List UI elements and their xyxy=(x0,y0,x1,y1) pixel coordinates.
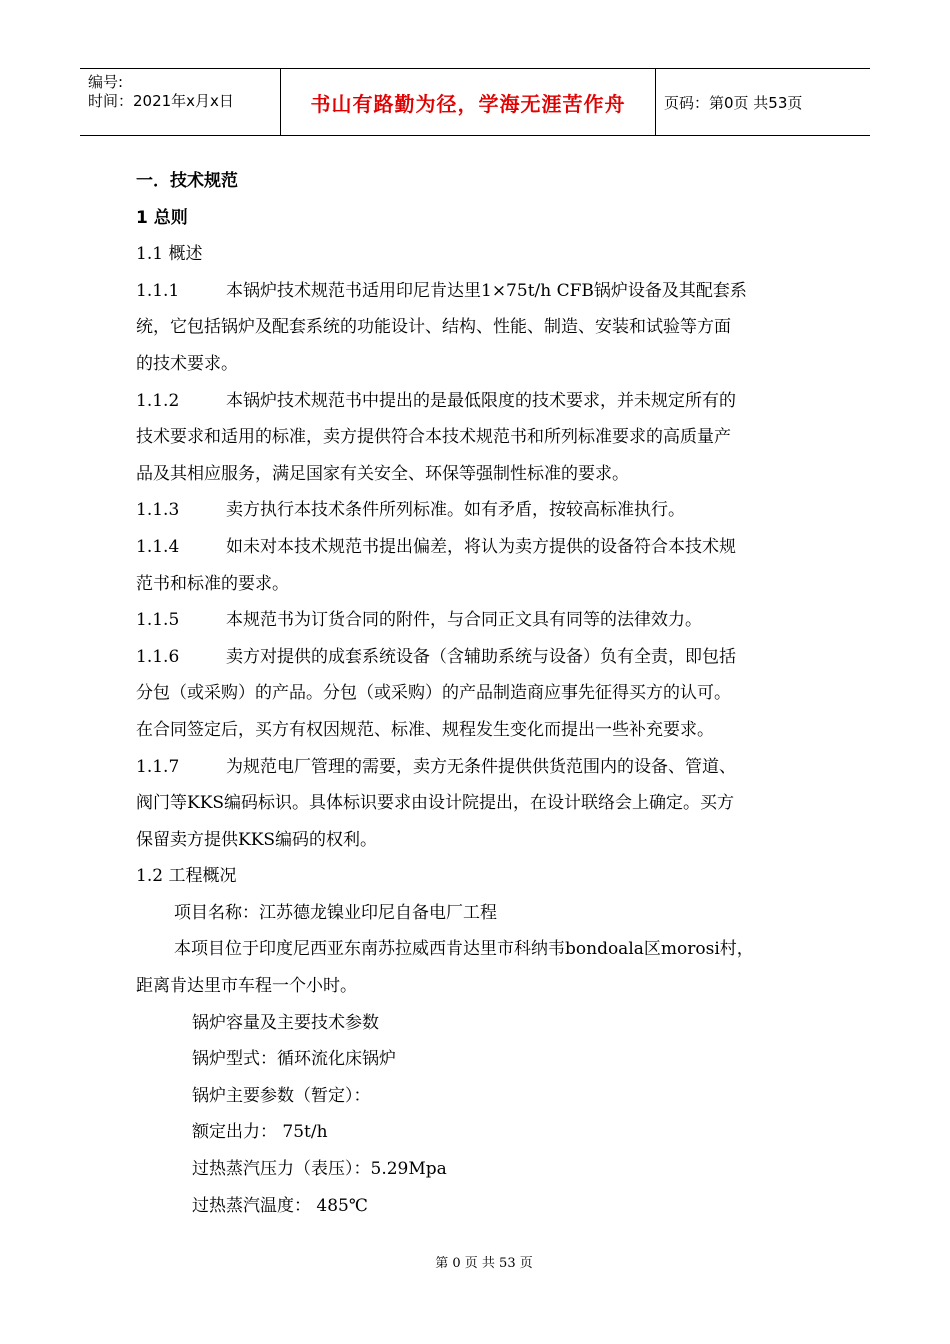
clause-number: 1.1.7 xyxy=(136,756,180,777)
numbered-paragraph xyxy=(136,383,816,420)
paragraph-line: 锅炉型式：循环流化床锅炉 xyxy=(192,1049,396,1070)
clause-number: 1.1.5 xyxy=(136,610,180,631)
paragraph-line: 1.1 概述 xyxy=(136,244,203,265)
paragraph-line: 本项目位于印度尼西亚东南苏拉威西肯达里市科纳韦bondoala区morosi村， xyxy=(174,939,754,960)
clause-text: 为规范电厂管理的需要，卖方无条件提供供货范围内的设备、管道、 xyxy=(226,756,736,777)
header-motto-cell xyxy=(281,69,656,135)
paragraph-line: 距离肯达里市车程一个小时。 xyxy=(136,976,357,997)
page-header xyxy=(80,68,870,136)
clause-text: 本规范书为订货合同的附件，与合同正文具有同等的法律效力。 xyxy=(226,610,702,631)
paragraph-line: 统，它包括锅炉及配套系统的功能设计、结构、性能、制造、安装和试验等方面 xyxy=(136,317,731,338)
paragraph-line: 锅炉容量及主要技术参数 xyxy=(192,1012,379,1033)
paragraph-line: 过热蒸汽压力（表压）：5.29Mpa xyxy=(192,1159,447,1180)
paragraph-line: 额定出力： 75t/h xyxy=(192,1122,328,1143)
numbered-paragraph xyxy=(136,492,816,529)
numbered-paragraph xyxy=(136,529,816,566)
numbered-paragraph xyxy=(136,602,816,639)
clause-text: 卖方对提供的成套系统设备（含辅助系统与设备）负有全责，即包括 xyxy=(226,646,736,667)
section-heading: 一．技术规范 xyxy=(136,171,238,191)
paragraph-line: 范书和标准的要求。 xyxy=(136,573,289,594)
clause-text: 本锅炉技术规范书适用印尼肯达里1×75t/h CFB锅炉设备及其配套系 xyxy=(226,280,747,301)
paragraph-line: 品及其相应服务，满足国家有关安全、环保等强制性标准的要求。 xyxy=(136,463,629,484)
clause-text: 本锅炉技术规范书中提出的是最低限度的技术要求，并未规定所有的 xyxy=(226,390,736,411)
paragraph-line: 分包（或采购）的产品。分包（或采购）的产品制造商应事先征得买方的认可。 xyxy=(136,683,731,704)
paragraph-line: 1.2 工程概况 xyxy=(136,866,237,887)
document-body xyxy=(136,163,816,1224)
numbered-paragraph xyxy=(136,273,816,310)
clause-number: 1.1.2 xyxy=(136,390,180,411)
section-heading: 1 总则 xyxy=(136,207,188,228)
header-meta-cell xyxy=(80,69,281,135)
paragraph-line: 保留卖方提供KKS编码的权利。 xyxy=(136,829,378,850)
paragraph-line: 过热蒸汽温度： 485℃ xyxy=(192,1195,368,1216)
code-label: 编号: xyxy=(88,73,124,91)
paragraph-line: 锅炉主要参数（暂定）： xyxy=(192,1085,371,1106)
paragraph-line: 的技术要求。 xyxy=(136,353,238,374)
clause-number: 1.1.4 xyxy=(136,536,180,557)
numbered-paragraph xyxy=(136,749,816,786)
clause-text: 卖方执行本技术条件所列标准。如有矛盾，按较高标准执行。 xyxy=(226,500,685,521)
paragraph-line: 阀门等KKS编码标识。具体标识要求由设计院提出，在设计联络会上确定。买方 xyxy=(136,793,735,814)
date-label: 时间：2021年x月x日 xyxy=(88,92,234,110)
paragraph-line: 在合同签定后，买方有权因规范、标准、规程发生变化而提出一些补充要求。 xyxy=(136,719,714,740)
numbered-paragraph xyxy=(136,639,816,676)
clause-number: 1.1.1 xyxy=(136,280,180,301)
page-info: 页码：第0页 共53页 xyxy=(664,93,803,112)
page-footer: 第 0 页 共 53 页 xyxy=(435,1256,533,1271)
clause-number: 1.1.6 xyxy=(136,646,180,667)
header-page-cell xyxy=(656,69,870,135)
clause-number: 1.1.3 xyxy=(136,500,180,521)
motto-text: 书山有路勤为径，学海无涯苦作舟 xyxy=(310,91,626,116)
paragraph-line: 技术要求和适用的标准，卖方提供符合本技术规范书和所列标准要求的高质量产 xyxy=(136,427,731,448)
paragraph-line: 项目名称：江苏德龙镍业印尼自备电厂工程 xyxy=(174,902,497,923)
clause-text: 如未对本技术规范书提出偏差，将认为卖方提供的设备符合本技术规 xyxy=(226,536,736,557)
